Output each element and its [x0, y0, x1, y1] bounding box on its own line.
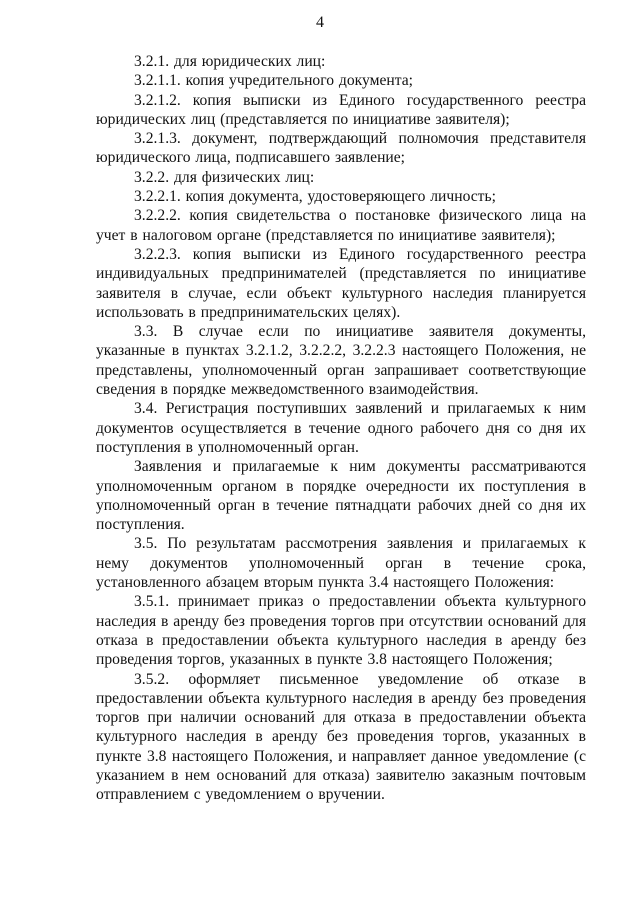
- paragraph-3-3: 3.3. В случае если по инициативе заявителя документы, указанные в пунктах 3.2.1.2, 3.2.2.2, 3.2.2.3 настоящего Положения, не представлены, уполномоченный орган запрашивает соответствующие сведения в порядке межведомственного взаимодействия.: [96, 323, 586, 399]
- paragraph-3-2-2: 3.2.2. для физических лиц:: [134, 168, 315, 186]
- paragraph-3-5-1: 3.5.1. принимает приказ о предоставлении объекта культурного наследия в аренду без проведения торгов при отсутствии оснований для отказа в предоставлении объекта культурного наследия в аренду без проведения торгов, указанных в пункте 3.8 настоящего Положения;: [96, 593, 586, 669]
- paragraph-3-2-2-1: 3.2.2.1. копия документа, удостоверяющего личность;: [134, 188, 496, 206]
- page-number: 4: [316, 14, 324, 31]
- paragraph-3-5-2: 3.5.2. оформляет письменное уведомление об отказе в предоставлении объекта культурного наследия в аренду без проведения торгов при наличии оснований для отказа в предоставлении объекта культурного наследия в аренду без проведения торгов, указанных в пункте 3.8 настоящего Положения, и направляет данное уведомление (с указанием в нем оснований для отказа) заявителю заказным почтовым отправлением с уведомлением о вручении.: [96, 670, 586, 804]
- document-body: [96, 52, 586, 805]
- paragraph-3-2-2-2: 3.2.2.2. копия свидетельства о постановке физического лица на учет в налоговом органе (представляется по инициативе заявителя);: [96, 207, 586, 244]
- paragraph-3-5: 3.5. По результатам рассмотрения заявления и прилагаемых к нему документов уполномоченный орган в течение срока, установленного абзацем вторым пункта 3.4 настоящего Положения:: [96, 535, 586, 592]
- paragraph-3-4-second: Заявления и прилагаемые к ним документы рассматриваются уполномоченным органом в порядке очередности их поступления в уполномоченный орган в течение пятнадцати рабочих дней со дня их поступления.: [96, 458, 586, 534]
- paragraph-3-2-1: 3.2.1. для юридических лиц:: [134, 53, 326, 70]
- paragraph-3-2-1-3: 3.2.1.3. документ, подтверждающий полномочия представителя юридического лица, подписавшего заявление;: [96, 130, 586, 167]
- paragraph-3-2-1-2: 3.2.1.2. копия выписки из Единого государственного реестра юридических лиц (представляется по инициативе заявителя);: [96, 91, 586, 128]
- paragraph-3-4: 3.4. Регистрация поступивших заявлений и прилагаемых к ним документов осуществляется в течение одного рабочего дня со дня их поступления в уполномоченный орган.: [96, 400, 586, 456]
- paragraph-3-2-2-3: 3.2.2.3. копия выписки из Единого государственного реестра индивидуальных предпринимателей (представляется по инициативе заявителя в случае, если объект культурного наследия планируется использовать в предпринимательских целях).: [96, 245, 586, 321]
- paragraph-3-2-1-1: 3.2.1.1. копия учредительного документа;: [134, 72, 413, 90]
